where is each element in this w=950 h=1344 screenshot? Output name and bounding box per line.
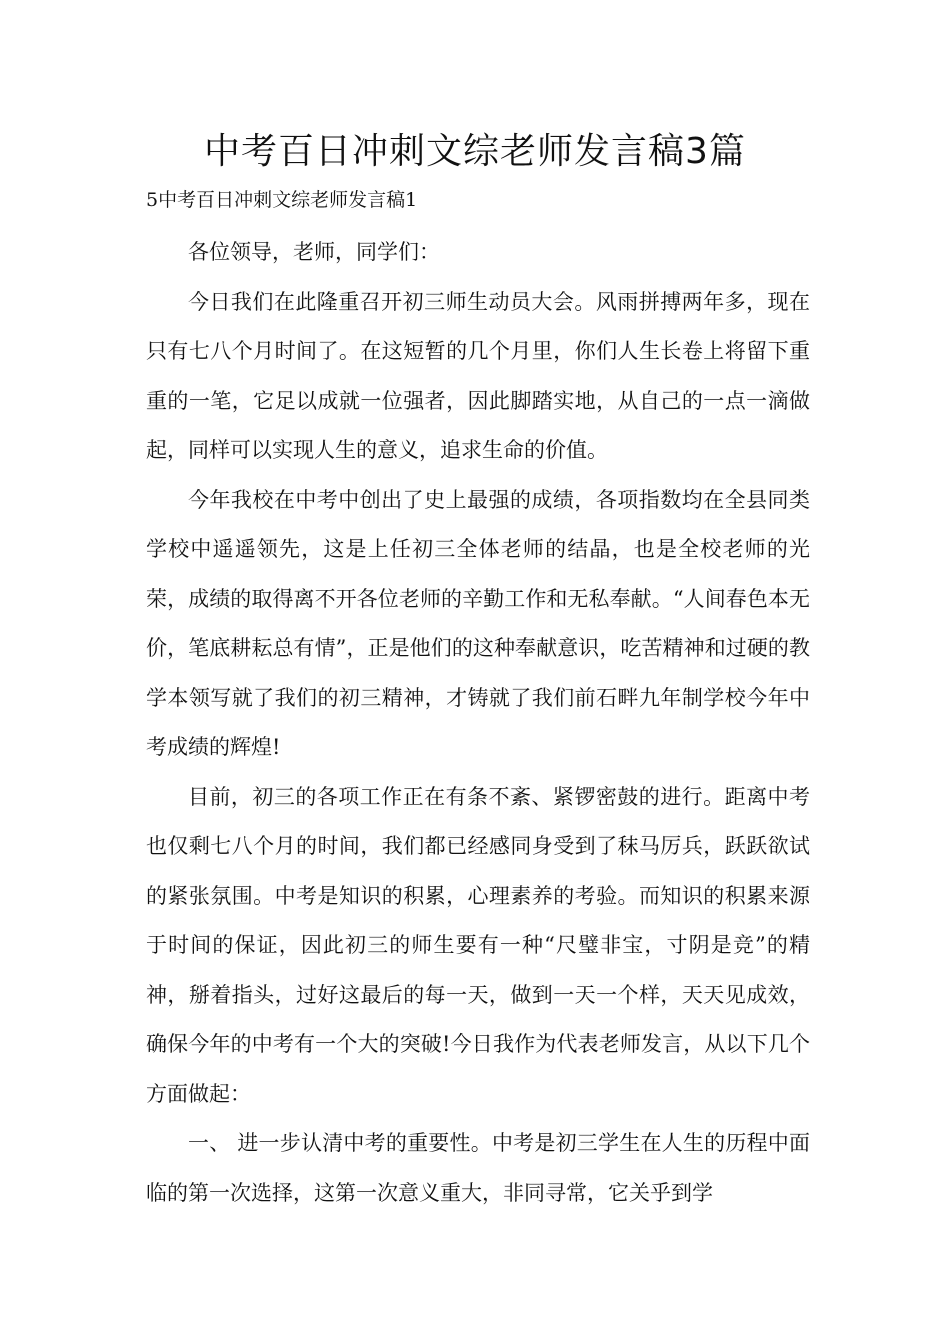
paragraph: 目前，初三的各项工作正在有条不紊、紧锣密鼓的进行。距离中考也仅剩七八个月的时间，我们都已经感同身受到了秣马厉兵，跃跃欲试的紧张氛围。中考是知识的积累，心理素养的考验。而知识的积累来源于时间的保证，因此初三的师生要有一种“尺璧非宝，寸阴是竞”的精神，掰着指头，过好这最后的每一天，做到一天一个样，天天见成效，确保今年的中考有一个大的突破!今日我作为代表老师发言，从以下几个方面做起： xyxy=(146,784,810,1106)
document-body xyxy=(146,228,810,1218)
paragraph: 今年我校在中考中创出了史上最强的成绩，各项指数均在全县同类学校中遥遥领先，这是上任初三全体老师的结晶，也是全校老师的光荣，成绩的取得离不开各位老师的辛勤工作和无私奉献。“人间春色本无价，笔底耕耘总有情”，正是他们的这种奉献意识，吃苦精神和过硬的教学本领写就了我们的初三精神，才铸就了我们前石畔九年制学校今年中考成绩的辉煌! xyxy=(146,487,810,759)
paragraph-greeting: 各位领导，老师，同学们： xyxy=(188,240,440,264)
paragraph: 今日我们在此隆重召开初三师生动员大会。风雨拼搏两年多，现在只有七八个月时间了。在这短暂的几个月里，你们人生长卷上将留下重重的一笔，它足以成就一位强者，因此脚踏实地，从自己的一点一滴做起，同样可以实现人生的意义，追求生命的价值。 xyxy=(146,289,810,462)
document-title: 中考百日冲刺文综老师发言稿3篇 xyxy=(204,131,746,172)
document-subtitle: 5中考百日冲刺文综老师发言稿1 xyxy=(146,189,418,211)
paragraph-list-item: 一、 进一步认清中考的重要性。中考是初三学生在人生的历程中面临的第一次选择，这第一次意义重大，非同寻常，它关乎到学 xyxy=(146,1131,810,1205)
